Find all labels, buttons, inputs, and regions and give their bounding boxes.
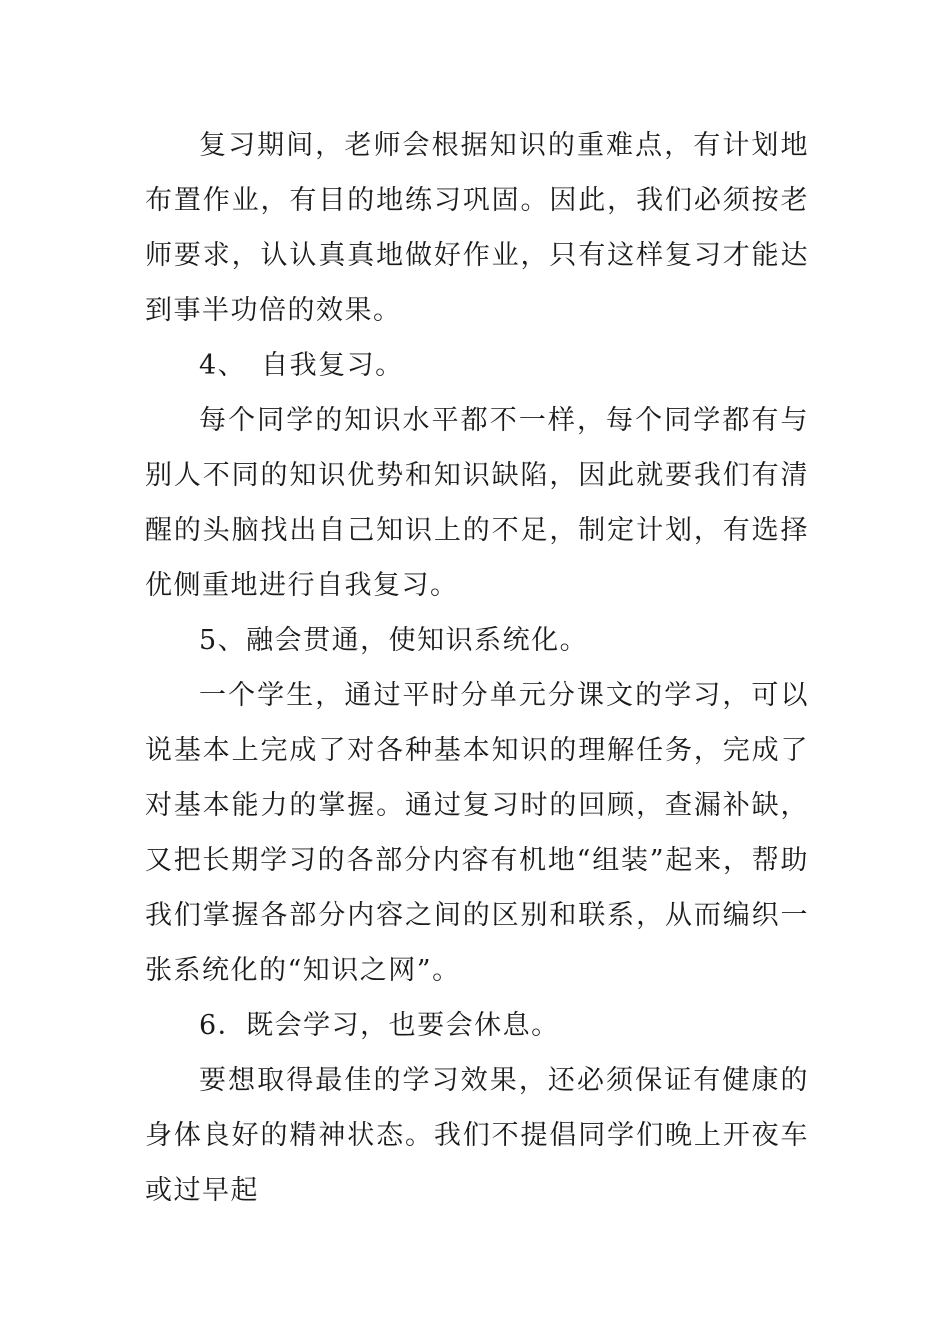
document-body (145, 118, 809, 1218)
heading-systematize: 5、融会贯通，使知识系统化。 (199, 625, 589, 656)
heading-rest: 6．既会学习，也要会休息。 (199, 1010, 560, 1041)
paragraph-homework: 复习期间，老师会根据知识的重难点，有计划地布置作业，有目的地练习巩固。因此，我们必须按老师要求，认认真真地做好作业，只有这样复习才能达到事半功倍的效果。 (145, 130, 809, 326)
heading-self-review: 4、 自我复习。 (199, 350, 404, 381)
paragraph-rest: 要想取得最佳的学习效果，还必须保证有健康的身体良好的精神状态。我们不提倡同学们晚上开夜车或过早起 (145, 1065, 809, 1206)
paragraph-systematize: 一个学生，通过平时分单元分课文的学习，可以说基本上完成了对各种基本知识的理解任务，完成了对基本能力的掌握。通过复习时的回顾，查漏补缺，又把长期学习的各部分内容有机地“组装”起来，帮助我们掌握各部分内容之间的区别和联系，从而编织一张系统化的“知识之网”。 (145, 680, 809, 986)
paragraph-self-review: 每个同学的知识水平都不一样，每个同学都有与别人不同的知识优势和知识缺陷，因此就要我们有清醒的头脑找出自己知识上的不足，制定计划，有选择优侧重地进行自我复习。 (145, 405, 809, 601)
